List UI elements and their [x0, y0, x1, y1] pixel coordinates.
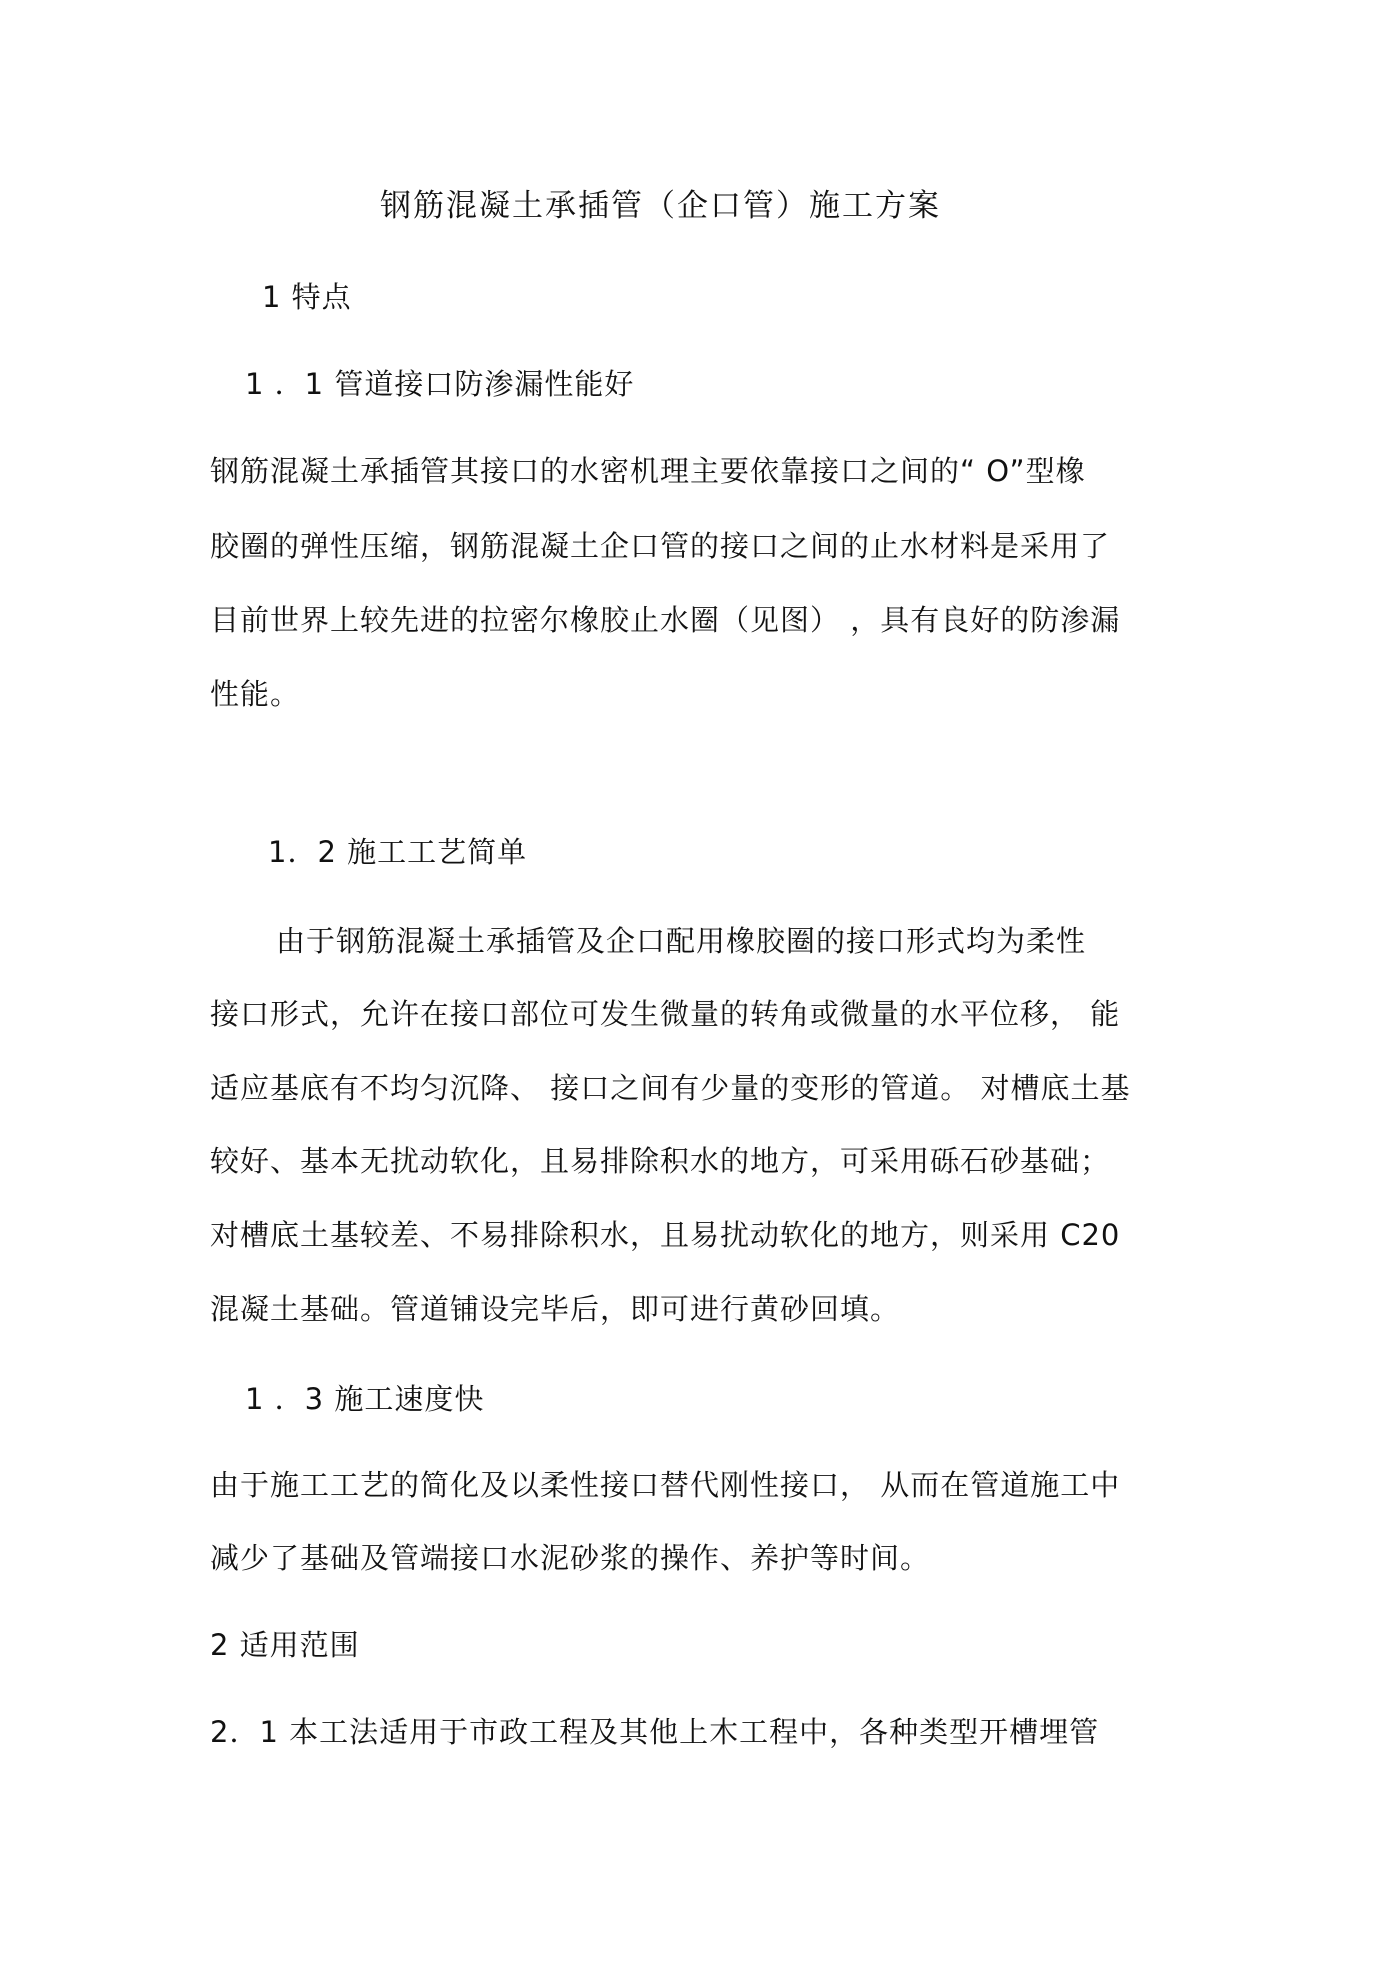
- paragraph-line: 目前世界上较先进的拉密尔橡胶止水圈（见图） ，具有良好的防渗漏: [210, 603, 1121, 637]
- section-1-heading: 1 特点: [262, 280, 352, 314]
- paragraph-line: 性能。: [210, 677, 301, 711]
- paragraph-line: 接口形式，允许在接口部位可发生微量的转角或微量的水平位移， 能: [210, 997, 1121, 1031]
- paragraph-line: 钢筋混凝土承插管其接口的水密机理主要依靠接口之间的“ O”型橡: [210, 454, 1086, 488]
- paragraph-line: 适应基底有不均匀沉降、 接口之间有少量的变形的管道。 对槽底土基: [210, 1071, 1131, 1105]
- section-2-heading: 2 适用范围: [210, 1628, 360, 1662]
- subsection-1-3-heading: 1 ．3 施工速度快: [245, 1382, 485, 1416]
- subsection-1-1-heading: 1 ．1 管道接口防渗漏性能好: [245, 367, 635, 401]
- paragraph-line: 由于钢筋混凝土承插管及企口配用橡胶圈的接口形式均为柔性: [276, 924, 1087, 958]
- document-title: 钢筋混凝土承插管（企口管）施工方案: [380, 188, 941, 224]
- paragraph-line: 由于施工工艺的简化及以柔性接口替代刚性接口， 从而在管道施工中: [210, 1468, 1121, 1502]
- paragraph-line: 2．1 本工法适用于市政工程及其他上木工程中，各种类型开槽埋管: [210, 1715, 1100, 1749]
- paragraph-line: 减少了基础及管端接口水泥砂浆的操作、养护等时间。: [210, 1541, 931, 1575]
- paragraph-line: 对槽底土基较差、不易排除积水，且易扰动软化的地方，则采用 C20: [210, 1218, 1121, 1252]
- subsection-1-2-heading: 1．2 施工工艺简单: [268, 835, 528, 869]
- paragraph-line: 胶圈的弹性压缩，钢筋混凝土企口管的接口之间的止水材料是采用了: [210, 529, 1111, 563]
- paragraph-line: 混凝土基础。管道铺设完毕后，即可进行黄砂回填。: [210, 1292, 901, 1326]
- paragraph-line: 较好、基本无扰动软化，且易排除积水的地方，可采用砾石砂基础；: [210, 1144, 1111, 1178]
